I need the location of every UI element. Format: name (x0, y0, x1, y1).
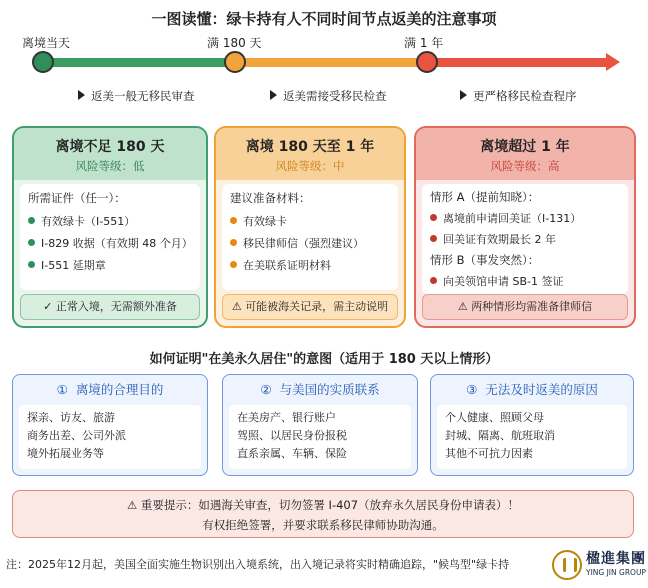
list-item: 回美证有效期最长 2 年 (430, 231, 620, 247)
intent-line: 驾照、以居民身份报税 (237, 429, 347, 442)
timeline-segment-orange (234, 58, 430, 67)
intent-line: 直系亲属、车辆、保险 (237, 447, 347, 460)
card-risk-level: 风险等级：低 (75, 159, 145, 173)
bullet-icon (230, 261, 237, 268)
bullet-icon (28, 239, 35, 246)
timeline-segment-red (428, 58, 608, 67)
logo-text-cn: 楹進集團 (586, 551, 646, 567)
card-subheading: 所需证件（任一）： (28, 191, 126, 205)
timeline-note-2: 返美需接受移民检查 (270, 88, 387, 104)
logo-text-en: YING JIN GROUP (586, 568, 646, 577)
card-header (416, 128, 634, 180)
intent-box-body (437, 405, 627, 469)
intent-box-reasons (430, 374, 634, 476)
intent-line: 个人健康、照顾父母 (445, 411, 544, 424)
timeline-note-1: 返美一般无移民审查 (78, 88, 195, 104)
intent-line: 其他不可抗力因素 (445, 447, 533, 460)
bullet-icon (430, 214, 437, 221)
card-risk-level: 风险等级：高 (490, 159, 560, 173)
case-b-heading: 情形 B（事发突然）： (430, 253, 540, 267)
bullet-icon (28, 261, 35, 268)
intent-box-body (229, 405, 411, 469)
bullet-icon (28, 217, 35, 224)
timeline-segment-green (40, 58, 236, 67)
list-item: I-551 延期章 (28, 257, 192, 273)
card-body (222, 184, 398, 290)
card-title: 离境不足 180 天 (55, 139, 165, 155)
footnote: 注：2025年12月起，美国全面实施生物识别出入境系统，出入境记录将实时精确追踪，"候鸟型"绿卡持 (6, 558, 510, 571)
card-subheading: 建议准备材料： (230, 191, 311, 205)
bullet-icon (430, 277, 437, 284)
timeline-note-3: 更严格移民检查程序 (460, 88, 577, 104)
logo-mark-icon (552, 550, 582, 580)
timeline-dot-start (32, 51, 54, 73)
list-item: 移民律师信（强烈建议） (230, 235, 390, 251)
warning-icon: ⚠ (457, 300, 468, 313)
page-title: 一图读懂：绿卡持有人不同时间节点返美的注意事项 (151, 10, 497, 28)
risk-card-medium (214, 126, 406, 328)
intent-box-ties (222, 374, 418, 476)
warning-line-1: ⚠ 重要提示：如遇海关审查，切勿签署 I-407（放弃永久居民身份申请表）！ (126, 498, 520, 512)
warning-icon: ⚠ (126, 498, 138, 512)
list-item: 有效绿卡（I-551） (28, 213, 192, 229)
timeline-start-label: 离境当天 (22, 36, 71, 50)
risk-card-low (12, 126, 208, 328)
timeline-mid-label: 满 180 天 (207, 36, 262, 50)
intent-box-heading: ② 与美国的实质联系 (260, 382, 380, 397)
warning-line-2: 有权拒绝签署，并要求联系移民律师协助沟通。 (202, 518, 444, 532)
number-badge: ③ (466, 382, 478, 397)
bullet-icon (430, 235, 437, 242)
card-header (14, 128, 206, 180)
company-logo (552, 546, 646, 586)
timeline-dot-180 (224, 51, 246, 73)
play-icon (460, 90, 467, 100)
play-icon (270, 90, 277, 100)
intent-line: 商务出差、公司外派 (27, 429, 126, 442)
timeline-arrow-icon (606, 53, 620, 71)
case-a-heading: 情形 A（提前知晓）： (430, 190, 540, 204)
intent-box-purpose (12, 374, 208, 476)
card-body (422, 184, 628, 294)
intent-line: 在美房产、银行账户 (237, 411, 336, 424)
card-footer: ⚠ 两种情形均需准备律师信 (422, 294, 628, 320)
risk-card-high (414, 126, 636, 328)
bullet-icon (230, 217, 237, 224)
timeline-end-label: 满 1 年 (404, 36, 444, 50)
list-item: I-829 收据（有效期 48 个月） (28, 235, 192, 251)
intent-section-title: 如何证明"在美永久居住"的意图（适用于 180 天以上情形） (149, 352, 499, 367)
intent-line: 封城、隔离、航班取消 (445, 429, 555, 442)
list-item: 在美联系证明材料 (230, 257, 390, 273)
intent-line: 探亲、访友、旅游 (27, 411, 115, 424)
intent-box-heading: ③ 无法及时返美的原因 (466, 382, 598, 397)
warning-icon: ⚠ (231, 300, 242, 313)
list-item: 离境前申请回美证（I-131） (430, 210, 620, 226)
card-title: 离境 180 天至 1 年 (245, 139, 375, 155)
intent-box-body (19, 405, 201, 469)
bullet-icon (230, 239, 237, 246)
intent-line: 境外拓展业务等 (27, 447, 104, 460)
timeline-dot-1y (416, 51, 438, 73)
card-body (20, 184, 200, 290)
play-icon (78, 90, 85, 100)
card-footer: ⚠ 可能被海关记录，需主动说明 (222, 294, 398, 320)
list-item: 向美领馆申请 SB-1 签证 (430, 273, 620, 289)
list-item: 有效绿卡 (230, 213, 390, 229)
card-title: 离境超过 1 年 (480, 139, 570, 155)
check-icon: ✓ (43, 300, 53, 313)
intent-box-heading: ① 离境的合理目的 (56, 382, 164, 397)
number-badge: ② (260, 382, 272, 397)
number-badge: ① (56, 382, 68, 397)
important-warning (12, 490, 634, 538)
card-header (216, 128, 404, 180)
card-risk-level: 风险等级：中 (275, 159, 345, 173)
card-footer: ✓ 正常入境，无需额外准备 (20, 294, 200, 320)
